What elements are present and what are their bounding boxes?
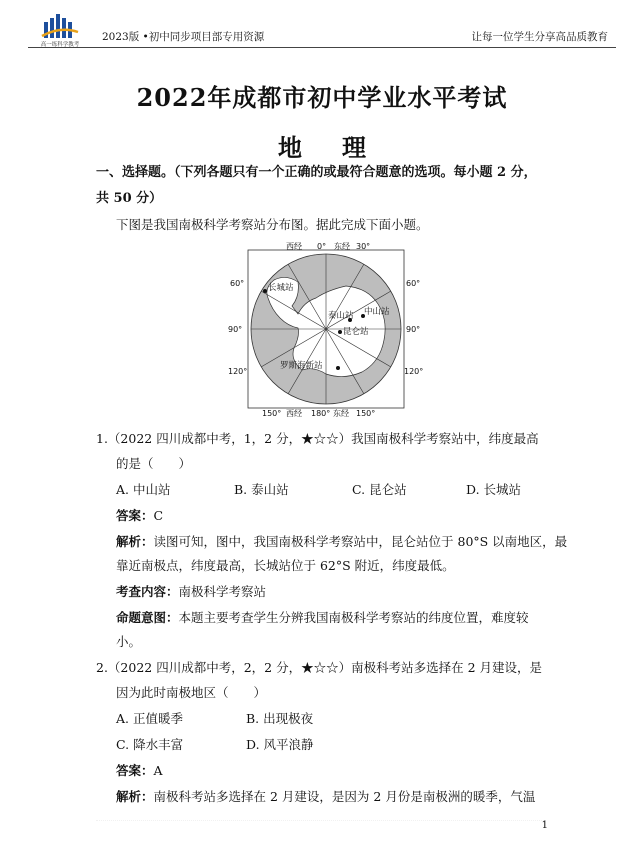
q2-analysis-label: 解析：	[116, 789, 154, 804]
station-taishan: 泰山站	[328, 311, 354, 321]
section-heading-line-2: 共 50 分）	[96, 191, 163, 206]
map-label-150w: 150°	[262, 409, 282, 418]
map-label-east: 东经	[334, 242, 350, 251]
q1-intent-line-2: 小。	[116, 634, 142, 649]
intro-text: 下图是我国南极科学考察站分布图。据此完成下面小题。	[116, 217, 429, 232]
map-label-right-60: 60°	[406, 279, 421, 288]
page-header	[0, 0, 644, 52]
map-label-left-120: 120°	[228, 367, 248, 376]
q1-intent-text-1: 本题主要考查学生分辨我国南极科学考察站的纬度位置，难度较	[178, 610, 529, 625]
section-heading-line-1: 一、选择题。（下列各题只有一个正确的或最符合题意的选项。每小题 2 分，	[96, 165, 537, 180]
map-label-30: 30°	[356, 242, 371, 251]
q1-content	[116, 579, 266, 604]
q2-answer-value: A	[153, 763, 163, 778]
map-label-180: 180°	[311, 409, 331, 418]
q1-option-b: B. 泰山站	[234, 482, 289, 497]
footer-divider	[96, 820, 546, 831]
header-left-text: 2023版 •初中同步项目部专用资源	[102, 31, 265, 43]
q2-option-c: C. 降水丰富	[116, 737, 184, 752]
station-changcheng: 长城站	[268, 283, 294, 293]
page-number: 1	[541, 820, 548, 831]
subject-title: 地理	[278, 133, 406, 162]
header-divider	[28, 47, 616, 48]
q1-stem-line-2: 的是（ ）	[116, 456, 192, 471]
q2-analysis-text-1: 南极科考站多选择在 2 月建设，是因为 2 月份是南极洲的暖季，气温	[153, 789, 536, 804]
q1-content-value: 南极科学考察站	[178, 584, 267, 599]
station-zhongshan: 中山站	[364, 307, 390, 317]
q2-option-b: B. 出现极夜	[246, 711, 314, 726]
q2-stem-line-1: 2.（2022 四川成都中考，2，2 分，★☆☆）南极科考站多选择在 2 月建设，是	[96, 660, 542, 675]
q2-answer-label: 答案：	[116, 763, 154, 778]
q1-stem-line-1: 1.（2022 四川成都中考，1，2 分，★☆☆）我国南极科学考察站中，纬度最高	[96, 431, 539, 446]
section-heading	[96, 160, 556, 212]
antarctica-station-map	[228, 240, 424, 418]
q1-analysis-line-2: 靠近南极点，纬度最高，长城站位于 62°S 附近，纬度最低。	[116, 558, 455, 573]
q1-intent-label: 命题意图：	[116, 610, 179, 625]
q1-answer	[116, 503, 163, 528]
map-label-east-b: 东经	[333, 409, 349, 418]
logo-caption: 高一练科学教考	[40, 42, 80, 48]
q1-option-d: D. 长城站	[466, 482, 522, 497]
q2-analysis-line-1	[116, 784, 535, 809]
map-label-west-b: 西经	[286, 409, 302, 418]
map-label-right-120: 120°	[404, 367, 424, 376]
q1-option-a: A. 中山站	[116, 482, 171, 497]
q1-option-c: C. 昆仑站	[352, 482, 407, 497]
page-title: 2022年成都市初中学业水平考试	[136, 83, 508, 112]
station-kunlun: 昆仑站	[343, 327, 369, 337]
station-luosihai: 罗斯海新站	[280, 361, 323, 371]
q2-option-a: A. 正值暖季	[116, 711, 183, 726]
q2-answer	[116, 758, 163, 783]
map-label-west: 西经	[286, 242, 302, 251]
map-label-left-60: 60°	[230, 279, 245, 288]
header-right-text: 让每一位学生分享高品质教育	[471, 31, 608, 43]
q2-option-d: D. 风平浪静	[246, 737, 314, 752]
map-label-0: 0°	[317, 242, 327, 251]
map-label-left-90: 90°	[228, 325, 243, 334]
map-label-right-90: 90°	[406, 325, 421, 334]
q1-analysis-label: 解析：	[116, 534, 154, 549]
map-label-150e: 150°	[356, 409, 376, 418]
q1-answer-value: C	[153, 508, 164, 523]
q1-analysis-line-1	[116, 529, 567, 554]
q1-analysis-text-1: 读图可知，图中，我国南极科学考察站中，昆仑站位于 80°S 以南地区，最	[153, 534, 568, 549]
q1-intent-line-1	[116, 605, 529, 630]
q2-stem-line-2: 因为此时南极地区（ ）	[116, 685, 267, 700]
q1-content-label: 考查内容：	[116, 584, 179, 599]
q1-answer-label: 答案：	[116, 508, 154, 523]
